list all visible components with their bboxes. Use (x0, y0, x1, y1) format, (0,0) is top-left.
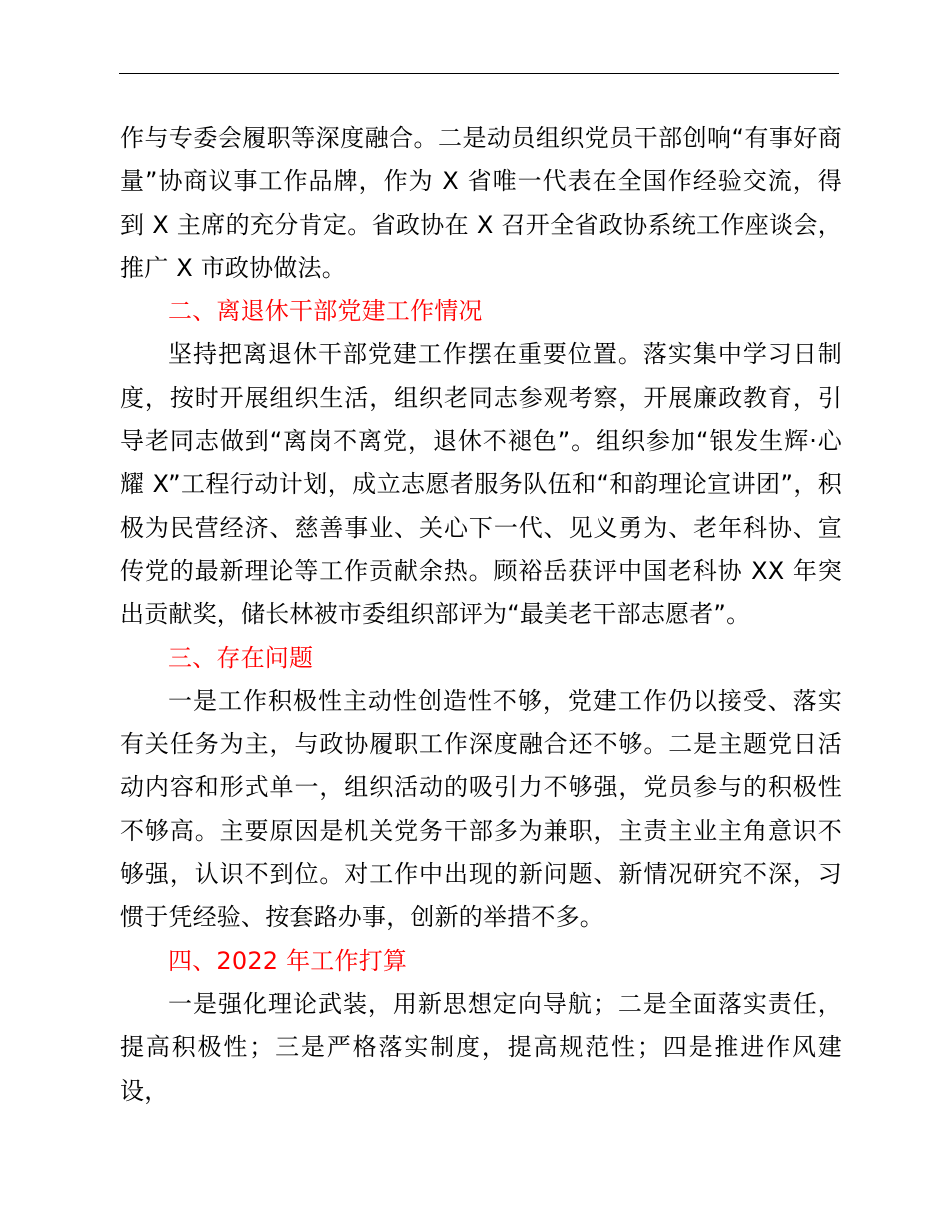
document-body (120, 117, 842, 1113)
paragraph-problems: 一是工作积极性主动性创造性不够，党建工作仍以接受、落实有关任务为主，与政协履职工作深度融合还不够。二是主题党日活动内容和形式单一，组织活动的吸引力不够强，党员参与的积极性不够高。主要原因是机关党务干部多为兼职，主责主业主角意识不够强，认识不到位。对工作中出现的新问题、新情况研究不深，习惯于凭经验、按套路办事，创新的举措不多。 (120, 686, 842, 932)
paragraph-continuation: 作与专委会履职等深度融合。二是动员组织党员干部创响“有事好商量”协商议事工作品牌，作为 X 省唯一代表在全国作经验交流，得到 X 主席的充分肯定。省政协在 X 召开全省政协系统工作座谈会，推广 X 市政协做法。 (120, 124, 842, 282)
header-rule (119, 73, 839, 74)
section-heading-3: 三、存在问题 (168, 643, 314, 672)
paragraph-retired-cadres: 坚持把离退休干部党建工作摆在重要位置。落实集中学习日制度，按时开展组织生活，组织老同志参观考察，开展廉政教育，引导老同志做到“离岗不离党，退休不褪色”。组织参加“银发生辉·心耀 X”工程行动计划，成立志愿者服务队伍和“和韵理论宣讲团”，积极为民营经济、慈善事业、关心下一代、见义勇为、老年科协、宣传党的最新理论等工作贡献余热。顾裕岳获评中国老科协 XX 年突出贡献奖，储长林被市委组织部评为“最美老干部志愿者”。 (120, 340, 842, 629)
section-heading-2: 二、离退休干部党建工作情况 (168, 297, 483, 326)
section-heading-4: 四、2022 年工作打算 (168, 946, 408, 975)
paragraph-work-plan: 一是强化理论武装，用新思想定向导航；二是全面落实责任，提高积极性；三是严格落实制度，提高规范性；四是推进作风建设， (120, 989, 842, 1105)
